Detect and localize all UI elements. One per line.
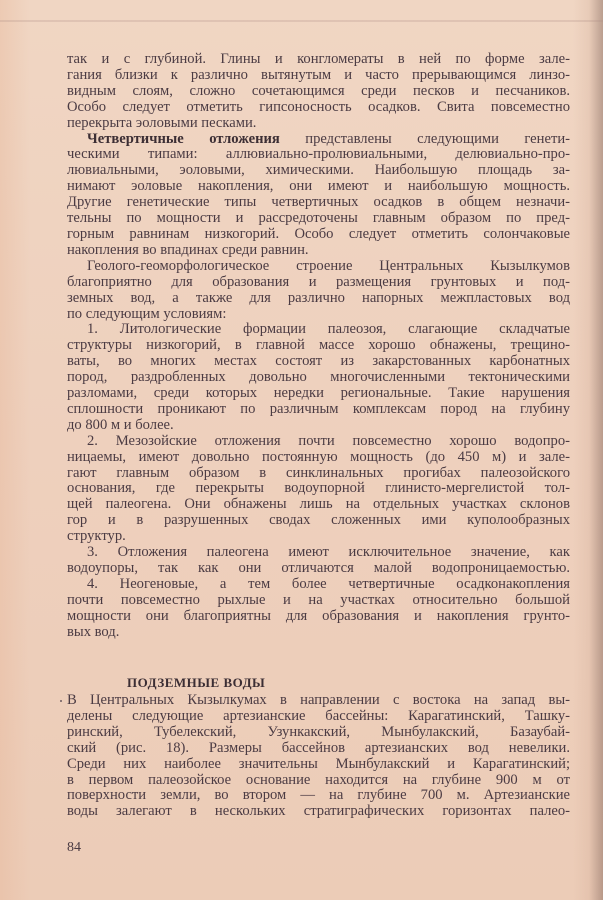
text-line: пород, раздробленных довольно многочисленными тектоническими [67,369,570,386]
text-line: мощности они благоприятны для образования и накопления грунто- [67,607,570,624]
text-line: нимают эоловые накопления, они имеют и наибольшую мощность. [67,178,570,195]
text-line: ский (рис. 18). Размеры бассейнов артезианских вод невелики. [67,739,570,756]
text-line: накопления во впадинах среди равнин. [67,241,309,258]
text-line: гор и в разрушенных сводах сложенных ими куполообразных [67,512,570,529]
text-line: Среди них наиболее значительны Мынбулакский и Карагатинский; [67,755,570,772]
text-line: разломами, среди которых нередки региональные. Такие нарушения [67,385,570,402]
section-heading: ПОДЗЕМНЫЕ ВОДЫ [127,675,266,690]
list-item-2 [67,434,570,545]
body-text-top [67,52,570,641]
text-line: земных вод, а также для различно напорных межпластовых вод [67,289,570,306]
text-line: поверхности земли, во втором — на глубине 700 м. Артезианские [67,787,570,804]
paragraph-quaternary-deposits [67,132,570,259]
text-line: 1. Литологические формации палеозоя, слагающие складчатые [87,321,570,338]
page-edge-line [0,20,603,22]
text-line: ческими типами: аллювиально-пролювиальными, делювиально-про- [67,146,570,163]
text-line: структур. [67,528,126,545]
print-speck [60,700,62,702]
text-line: тельны по мощности и рассредоточены главным образом по пред- [67,210,570,227]
text-line: до 800 м и более. [67,416,174,433]
text-line: Другие генетические типы четвертичных осадков в общем незначи- [67,194,570,211]
text-line: щей палеогена. Они обнажены лишь на отдельных участках склонов [67,496,570,513]
text-line: лювиальными, эоловыми, химическими. Наибольшую площадь за- [67,162,570,179]
list-item-3 [67,545,570,577]
text-line: сплошности проникают по различным комплексам пород на глубину [67,400,570,417]
bold-term: Четвертичные отложения [87,130,280,147]
text-line: гают главным образом в синклинальных прогибах палеозойского [67,464,570,481]
text-line: вых вод. [67,623,120,640]
text-line: делены следующие артезианские бассейны: Карагатинский, Ташку- [67,707,570,724]
body-text-groundwater [67,693,570,820]
paragraph-geomorphology [67,259,570,323]
text-line: горным равнинам низкогорий. Особо следует отметить солончаковые [67,225,570,242]
text-line: 2. Мезозойские отложения почти повсеместно хорошо водопро- [87,432,570,449]
text-line: благоприятно для образования и размещения грунтовых и под- [67,273,570,290]
list-item-1 [67,322,570,433]
page-number: 84 [67,840,81,855]
text-line: гания близки к различно вытянутым и часто прерывающимся линзо- [67,66,570,83]
text-line: так и с глубиной. Глины и конгломераты в ней по форме зале- [67,51,570,67]
text-line: почти повсеместно рыхлые и на участках относительно большой [67,591,570,608]
text-line: в первом палеозойское основание находится на глубине 900 м от [67,771,570,788]
text-line: структуры низкогорий, в главной массе хорошо обнажены, трещино- [67,337,570,354]
text-line: ринский, Тубелекский, Узункакский, Мынбулакский, Базаубай- [67,723,570,740]
text-line: ваты, во многих местах состоят из закарстованных карбонатных [67,353,570,370]
text-line: Особо следует отметить гипсоносность осадков. Свита повсеместно [67,98,570,115]
text-line: Четвертичные отложения представлены следующими генети- [87,130,570,147]
list-item-4 [67,577,570,641]
text-line: Геолого-геоморфологическое строение Центральных Кызылкумов [87,257,570,274]
paragraph-gypsum [67,52,570,132]
text-line: видным слоям, сложно сочетающимся среди песков и песчаников. [67,82,570,99]
text-line: 3. Отложения палеогена имеют исключительное значение, как [87,544,570,561]
text-line: по следующим условиям: [67,305,227,322]
text-line: В Центральных Кызылкумах в направлении с востока на запад вы- [67,692,570,708]
text-line: водоупоры, так как они отличаются малой водопроницаемостью. [67,560,570,576]
text-line: воды залегают в нескольких стратиграфических горизонтах палео- [67,803,570,820]
text-line: 4. Неогеновые, а тем более четвертичные осадконакопления [87,575,570,592]
text-line: перекрыта эоловыми песками. [67,114,257,131]
text-line: ницаемы, имеют довольно постоянную мощность (до 450 м) и зале- [67,448,570,465]
text-line: основания, где перекрыты водоупорной глинисто-мергелистой тол- [67,480,570,497]
